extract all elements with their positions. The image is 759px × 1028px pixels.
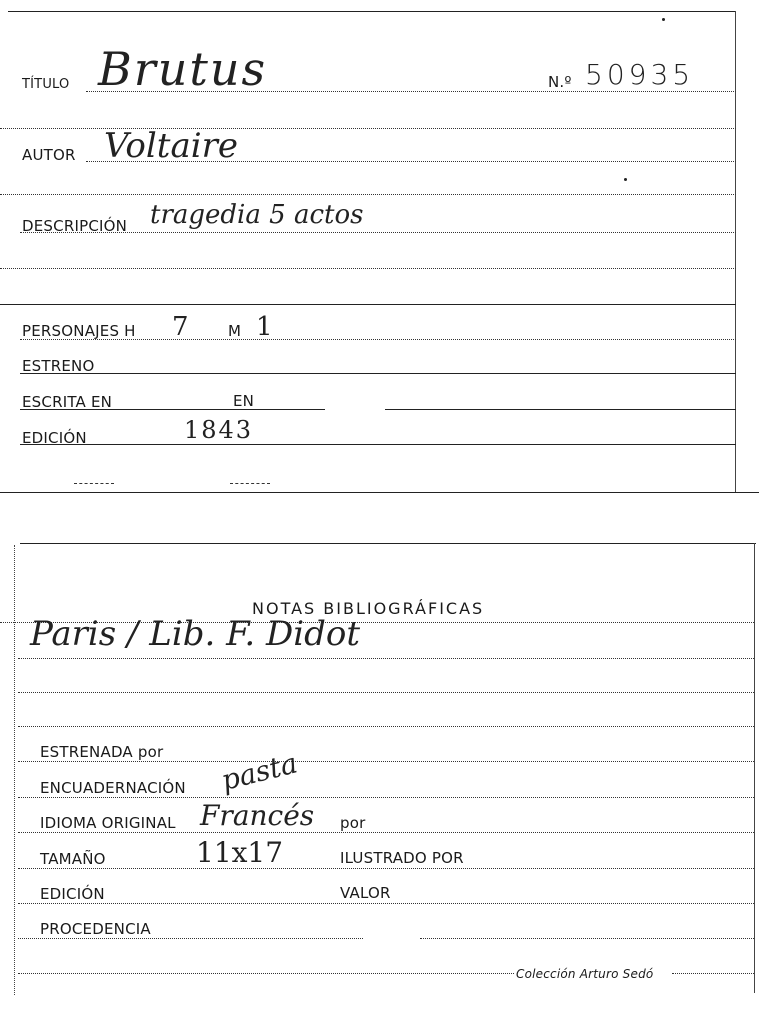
en-label: EN <box>233 392 255 410</box>
idioma-label: IDIOMA ORIGINAL <box>40 814 176 832</box>
estreno-label: ESTRENO <box>22 357 95 375</box>
notas-title: NOTAS BIBLIOGRÁFICAS <box>252 599 485 618</box>
ilustrado-label: ILUSTRADO POR <box>340 849 464 867</box>
faint-mark <box>230 483 270 484</box>
descripcion-value: tragedia 5 actos <box>150 200 364 230</box>
numero-value: 50935 <box>585 58 695 91</box>
bottom-card-right-edge <box>754 543 755 993</box>
estrenada-label: ESTRENADA por <box>40 743 164 761</box>
encuadernacion-label: ENCUADERNACIÓN <box>40 779 186 797</box>
tamano-line <box>18 868 754 869</box>
escrita-label: ESCRITA EN <box>22 393 113 411</box>
line-7 <box>0 304 736 305</box>
numero-label: N.º <box>548 73 572 91</box>
top-card-right-edge <box>735 11 736 493</box>
bottom-card-left-edge <box>14 545 15 995</box>
speck <box>662 18 665 21</box>
escrita-line <box>20 409 325 410</box>
encuadernacion-line <box>18 797 754 798</box>
top-card-border <box>8 11 735 12</box>
personajes-m-label: M <box>228 322 242 340</box>
idioma-line <box>18 832 754 833</box>
autor-value: Voltaire <box>104 126 238 166</box>
procedencia-line-right <box>420 938 754 939</box>
idioma-value: Francés <box>200 799 315 832</box>
notas-line-2 <box>18 658 754 659</box>
titulo-value: Brutus <box>98 42 268 96</box>
tamano-value: 11x17 <box>196 836 284 869</box>
personajes-m-value: 1 <box>256 312 273 342</box>
coleccion-label: Colección Arturo Sedó <box>516 967 654 981</box>
edicion-label-bottom: EDICIÓN <box>40 885 105 903</box>
edicion-line <box>20 444 736 445</box>
edicion-line-bottom <box>18 903 754 904</box>
encuadernacion-value: pasta <box>218 746 301 797</box>
footer-line-right <box>672 973 754 974</box>
titulo-line <box>86 91 736 92</box>
por-label: por <box>340 814 366 832</box>
en-line <box>385 409 736 410</box>
autor-line <box>86 161 736 162</box>
bottom-card-border <box>20 543 756 544</box>
notas-line-3 <box>18 692 754 693</box>
personajes-h-value: 7 <box>172 312 189 342</box>
descripcion-line <box>20 232 736 233</box>
procedencia-label: PROCEDENCIA <box>40 920 151 938</box>
titulo-label: TÍTULO <box>22 77 70 92</box>
notas-value: Paris / Lib. F. Didot <box>30 614 361 654</box>
procedencia-line <box>18 938 363 939</box>
edicion-label: EDICIÓN <box>22 429 87 447</box>
faint-mark <box>74 483 114 484</box>
estrenada-line <box>18 761 754 762</box>
valor-label: VALOR <box>340 884 391 902</box>
descripcion-label: DESCRIPCIÓN <box>22 217 128 235</box>
top-card-bottom-edge <box>0 492 759 493</box>
line-6 <box>0 268 736 269</box>
notas-line-4 <box>18 726 754 727</box>
estreno-line <box>20 373 736 374</box>
autor-label: AUTOR <box>22 146 76 164</box>
personajes-label: PERSONAJES H <box>22 322 136 340</box>
footer-line <box>18 973 514 974</box>
tamano-label: TAMAÑO <box>40 850 106 868</box>
personajes-line <box>20 339 736 340</box>
speck <box>624 178 627 181</box>
line-4 <box>0 194 736 195</box>
edicion-value: 1843 <box>184 416 254 444</box>
